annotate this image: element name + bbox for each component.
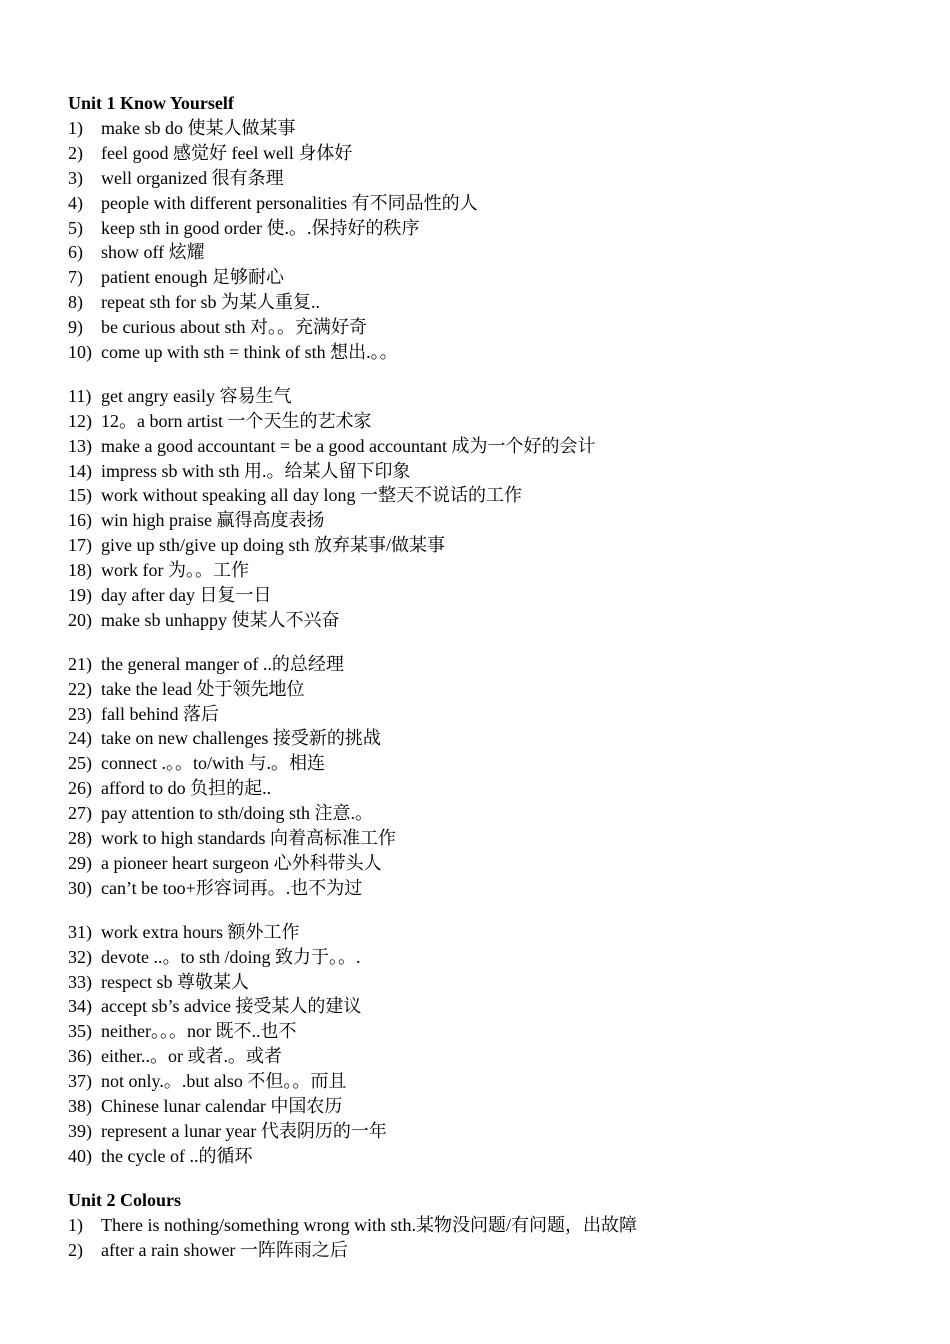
item-number: 1) <box>68 1214 83 1235</box>
item-number: 6) <box>68 242 83 263</box>
item-number: 9) <box>68 317 83 338</box>
item-text: win high praise 赢得高度表扬 <box>101 510 325 531</box>
list-item <box>68 726 928 751</box>
item-text: impress sb with sth 用.。给某人留下印象 <box>101 460 411 481</box>
item-text: people with different personalities 有不同品性的人 <box>101 192 478 213</box>
list-item <box>68 409 928 434</box>
list-item <box>68 801 928 826</box>
item-number: 24) <box>68 728 92 749</box>
list-item <box>68 751 928 776</box>
item-text: 12。a born artist 一个天生的艺术家 <box>101 410 372 431</box>
document-page <box>68 91 928 1262</box>
item-number: 36) <box>68 1046 92 1067</box>
list-item <box>68 994 928 1019</box>
item-text: day after day 日复一日 <box>101 585 272 606</box>
list-item <box>68 1069 928 1094</box>
list-item <box>68 533 928 558</box>
item-text: give up sth/give up doing sth 放弃某事/做某事 <box>101 535 445 556</box>
list-item <box>68 191 928 216</box>
group-spacer <box>68 365 928 384</box>
item-text: feel good 感觉好 feel well 身体好 <box>101 142 353 163</box>
item-text: can’t be too+形容词再。.也不为过 <box>101 877 363 898</box>
list-item <box>68 826 928 851</box>
item-number: 35) <box>68 1021 92 1042</box>
item-text: make sb do 使某人做某事 <box>101 118 296 138</box>
item-text: either..。or 或者.。或者 <box>101 1046 282 1067</box>
list-item <box>68 876 928 901</box>
item-text: show off 炫耀 <box>101 242 205 263</box>
item-number: 4) <box>68 192 83 213</box>
item-number: 2) <box>68 142 83 163</box>
item-number: 34) <box>68 996 92 1017</box>
list-item <box>68 290 928 315</box>
item-number: 29) <box>68 852 92 873</box>
item-number: 28) <box>68 828 92 849</box>
list-item <box>68 608 928 633</box>
item-number: 19) <box>68 585 92 606</box>
list-item <box>68 920 928 945</box>
item-number: 10) <box>68 342 92 363</box>
item-number: 3) <box>68 167 83 188</box>
list-item <box>68 1238 928 1263</box>
item-number: 15) <box>68 485 92 506</box>
list-item <box>68 583 928 608</box>
list-item <box>68 434 928 459</box>
list-item <box>68 702 928 727</box>
item-text: take on new challenges 接受新的挑战 <box>101 728 381 749</box>
list-item <box>68 483 928 508</box>
list-item <box>68 141 928 166</box>
item-text: take the lead 处于领先地位 <box>101 678 305 699</box>
item-number: 23) <box>68 703 92 724</box>
item-number: 22) <box>68 678 92 699</box>
group-spacer <box>68 633 928 652</box>
item-text: accept sb’s advice 接受某人的建议 <box>101 996 362 1017</box>
item-number: 12) <box>68 410 92 431</box>
item-text: repeat sth for sb 为某人重复.. <box>101 292 320 313</box>
item-text: well organized 很有条理 <box>101 167 284 188</box>
item-text: devote ..。to sth /doing 致力于。。. <box>101 946 361 967</box>
list-item <box>68 508 928 533</box>
item-number: 32) <box>68 946 92 967</box>
unit-title: Unit 2 Colours <box>68 1189 182 1210</box>
list-item <box>68 216 928 241</box>
unit-title: Unit 1 Know Yourself <box>68 93 234 113</box>
group-spacer <box>68 901 928 920</box>
item-text: connect .。。to/with 与.。相连 <box>101 753 325 774</box>
item-text: work for 为。。工作 <box>101 560 249 581</box>
item-number: 37) <box>68 1071 92 1092</box>
item-text: the cycle of ..的循环 <box>101 1145 253 1166</box>
list-item <box>68 945 928 970</box>
item-text: keep sth in good order 使.。.保持好的秩序 <box>101 217 420 238</box>
item-number: 20) <box>68 609 92 630</box>
item-text: work to high standards 向着高标准工作 <box>101 828 396 849</box>
list-item <box>68 1213 928 1238</box>
item-number: 18) <box>68 560 92 581</box>
section-spacer <box>68 1169 928 1188</box>
item-text: not only.。.but also 不但。。而且 <box>101 1071 347 1092</box>
item-number: 27) <box>68 803 92 824</box>
list-item <box>68 1144 928 1169</box>
item-text: be curious about sth 对。。充满好奇 <box>101 317 367 338</box>
list-item <box>68 851 928 876</box>
item-number: 17) <box>68 535 92 556</box>
list-item <box>68 970 928 995</box>
item-text: come up with sth = think of sth 想出.。。 <box>101 342 398 363</box>
item-text: pay attention to sth/doing sth 注意.。 <box>101 803 373 824</box>
list-item <box>68 677 928 702</box>
item-text: patient enough 足够耐心 <box>101 267 284 288</box>
item-text: Chinese lunar calendar 中国农历 <box>101 1095 343 1116</box>
item-number: 30) <box>68 877 92 898</box>
list-item <box>68 166 928 191</box>
item-number: 33) <box>68 971 92 992</box>
item-number: 1) <box>68 118 83 138</box>
item-number: 25) <box>68 753 92 774</box>
item-text: respect sb 尊敬某人 <box>101 971 249 992</box>
item-number: 2) <box>68 1239 83 1260</box>
list-item <box>68 776 928 801</box>
item-number: 8) <box>68 292 83 313</box>
list-item <box>68 1019 928 1044</box>
item-number: 39) <box>68 1120 92 1141</box>
item-number: 38) <box>68 1095 92 1116</box>
item-text: afford to do 负担的起.. <box>101 778 272 799</box>
list-item <box>68 315 928 340</box>
list-item <box>68 1094 928 1119</box>
item-number: 11) <box>68 385 92 406</box>
list-item <box>68 558 928 583</box>
item-number: 5) <box>68 217 83 238</box>
item-number: 21) <box>68 653 92 674</box>
item-text: get angry easily 容易生气 <box>101 385 292 406</box>
item-number: 16) <box>68 510 92 531</box>
list-item <box>68 340 928 365</box>
item-number: 13) <box>68 435 92 456</box>
item-text: There is nothing/something wrong with sth.某物没问题/有问题，出故障 <box>101 1214 637 1235</box>
list-item <box>68 1044 928 1069</box>
item-text: after a rain shower 一阵阵雨之后 <box>101 1239 348 1260</box>
item-text: the general manger of ..的总经理 <box>101 653 344 674</box>
list-item <box>68 240 928 265</box>
list-item <box>68 1119 928 1144</box>
item-number: 7) <box>68 267 83 288</box>
list-item <box>68 652 928 677</box>
item-text: make a good accountant = be a good accountant 成为一个好的会计 <box>101 435 596 456</box>
item-text: work extra hours 额外工作 <box>101 921 300 942</box>
item-number: 26) <box>68 778 92 799</box>
list-item <box>68 265 928 290</box>
item-text: neither。。。nor 既不..也不 <box>101 1021 297 1042</box>
list-item <box>68 116 928 141</box>
item-number: 14) <box>68 460 92 481</box>
item-text: a pioneer heart surgeon 心外科带头人 <box>101 852 382 873</box>
item-number: 31) <box>68 921 92 942</box>
item-text: make sb unhappy 使某人不兴奋 <box>101 609 340 630</box>
item-text: fall behind 落后 <box>101 703 219 724</box>
list-item <box>68 384 928 409</box>
item-text: work without speaking all day long 一整天不说话的工作 <box>101 485 522 506</box>
item-number: 40) <box>68 1145 92 1166</box>
item-text: represent a lunar year 代表阴历的一年 <box>101 1120 387 1141</box>
list-item <box>68 459 928 484</box>
